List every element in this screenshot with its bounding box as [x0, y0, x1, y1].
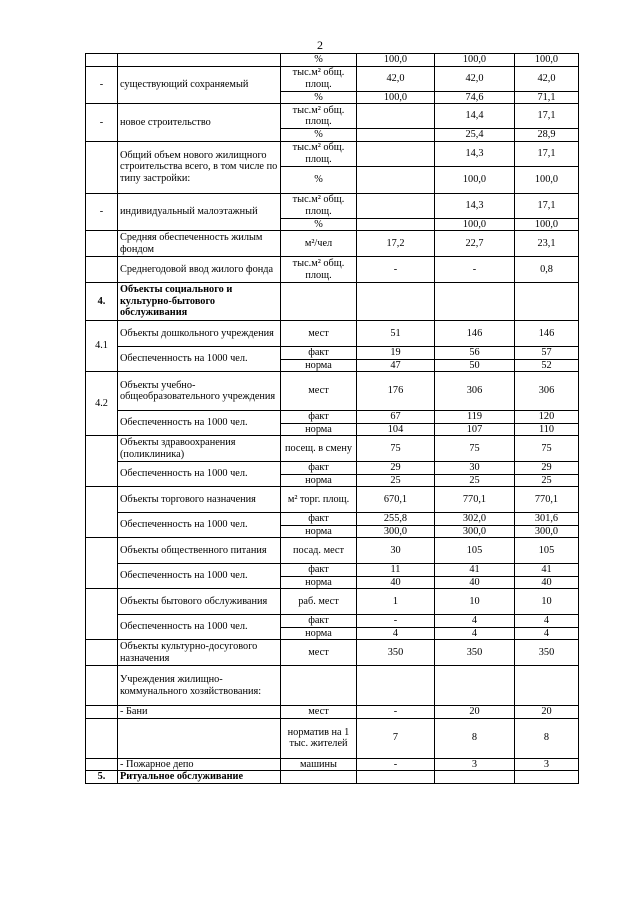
table-cell: Среднегодовой ввод жилого фонда: [118, 257, 281, 283]
table-cell: 0,8: [515, 257, 579, 283]
page-number: 2: [317, 38, 323, 52]
table-cell: Объекты учебно-общеобразовательного учреждения: [118, 372, 281, 411]
table-cell: тыс.м² общ. площ.: [281, 104, 357, 129]
table-cell: -: [357, 706, 435, 719]
table-cell: Обеспеченность на 1000 чел.: [118, 513, 281, 538]
table-cell: м² торг. площ.: [281, 487, 357, 513]
table-cell: [86, 666, 118, 706]
table-cell: 4: [435, 627, 515, 640]
table-row: [86, 771, 579, 784]
table-cell: [281, 283, 357, 321]
table-cell: 17,1: [515, 104, 579, 129]
table-cell: 120: [515, 411, 579, 424]
table-cell: 25: [515, 474, 579, 487]
table-cell: 100,0: [435, 54, 515, 67]
table-cell: норматив на 1 тыс. жителей: [281, 718, 357, 758]
table-row: [86, 66, 579, 91]
table-row: [86, 54, 579, 67]
table-cell: 3: [435, 758, 515, 771]
table-cell: 29: [515, 462, 579, 475]
table-cell: [357, 141, 435, 166]
table-row: [86, 283, 579, 321]
table-row: [86, 462, 579, 475]
table-cell: -: [357, 257, 435, 283]
table-cell: 10: [515, 589, 579, 615]
table-cell: 5.: [86, 771, 118, 784]
table-row: [86, 141, 579, 166]
table-cell: 100,0: [515, 218, 579, 231]
table-cell: 11: [357, 564, 435, 577]
table-cell: 19: [357, 347, 435, 360]
table-cell: 1: [357, 589, 435, 615]
table-cell: [515, 666, 579, 706]
table-cell: Объекты здравоохранения (поликлиника): [118, 436, 281, 462]
table-cell: [86, 487, 118, 538]
table-cell: 40: [515, 576, 579, 589]
table-cell: [118, 54, 281, 67]
table-cell: 350: [515, 640, 579, 666]
table-cell: факт: [281, 411, 357, 424]
table-cell: -: [357, 615, 435, 628]
table-cell: норма: [281, 423, 357, 436]
table-cell: Обеспеченность на 1000 чел.: [118, 411, 281, 436]
table-cell: 300,0: [515, 525, 579, 538]
table-cell: -: [86, 104, 118, 142]
table-cell: 770,1: [515, 487, 579, 513]
table-row: [86, 257, 579, 283]
table-cell: Обеспеченность на 1000 чел.: [118, 615, 281, 640]
table-cell: 29: [357, 462, 435, 475]
table-cell: тыс.м² общ. площ.: [281, 66, 357, 91]
table-cell: 100,0: [357, 91, 435, 104]
table-body: [86, 54, 579, 784]
table-row: [86, 758, 579, 771]
table-cell: 100,0: [515, 54, 579, 67]
table-cell: 350: [357, 640, 435, 666]
table-cell: 75: [515, 436, 579, 462]
table-cell: [357, 218, 435, 231]
table-cell: %: [281, 218, 357, 231]
table-cell: 119: [435, 411, 515, 424]
table-cell: %: [281, 54, 357, 67]
table-row: [86, 436, 579, 462]
table-cell: факт: [281, 462, 357, 475]
table-row: [86, 231, 579, 257]
table-cell: 42,0: [357, 66, 435, 91]
table-cell: факт: [281, 347, 357, 360]
indicators-table: [85, 53, 579, 784]
table-cell: мест: [281, 640, 357, 666]
table-cell: [357, 283, 435, 321]
table-row: [86, 718, 579, 758]
table-cell: 47: [357, 359, 435, 372]
table-row: [86, 666, 579, 706]
table-cell: Обеспеченность на 1000 чел.: [118, 564, 281, 589]
table-row: [86, 615, 579, 628]
table-cell: 4.2: [86, 372, 118, 436]
table-cell: 14,3: [435, 141, 515, 166]
table-row: [86, 321, 579, 347]
table-cell: норма: [281, 525, 357, 538]
table-row: [86, 538, 579, 564]
table-cell: 51: [357, 321, 435, 347]
table-cell: 301,6: [515, 513, 579, 526]
table-cell: норма: [281, 576, 357, 589]
table-cell: 10: [435, 589, 515, 615]
table-cell: 75: [357, 436, 435, 462]
table-cell: 100,0: [515, 166, 579, 193]
table-cell: факт: [281, 513, 357, 526]
table-row: [86, 589, 579, 615]
table-cell: 42,0: [515, 66, 579, 91]
table-cell: 4: [515, 615, 579, 628]
table-cell: Объекты общественного питания: [118, 538, 281, 564]
table-cell: 8: [435, 718, 515, 758]
table-cell: мест: [281, 706, 357, 719]
table-cell: 110: [515, 423, 579, 436]
table-cell: норма: [281, 359, 357, 372]
table-cell: 50: [435, 359, 515, 372]
table-cell: 350: [435, 640, 515, 666]
table-cell: 17,2: [357, 231, 435, 257]
table-cell: Средняя обеспеченность жилым фондом: [118, 231, 281, 257]
table-cell: 104: [357, 423, 435, 436]
table-cell: 20: [435, 706, 515, 719]
table-cell: 146: [515, 321, 579, 347]
table-cell: 20: [515, 706, 579, 719]
table-cell: 17,1: [515, 193, 579, 218]
table-cell: 100,0: [435, 218, 515, 231]
table-row: [86, 706, 579, 719]
table-cell: 4.: [86, 283, 118, 321]
table-cell: [86, 758, 118, 771]
table-row: [86, 487, 579, 513]
table-cell: Объекты культурно-досугового назначения: [118, 640, 281, 666]
table-cell: 14,3: [435, 193, 515, 218]
table-row: [86, 193, 579, 218]
table-row: [86, 640, 579, 666]
table-cell: %: [281, 166, 357, 193]
table-cell: [357, 771, 435, 784]
table-cell: [86, 54, 118, 67]
table-cell: 75: [435, 436, 515, 462]
table-cell: 40: [435, 576, 515, 589]
table-cell: 306: [515, 372, 579, 411]
table-cell: 41: [515, 564, 579, 577]
table-cell: 40: [357, 576, 435, 589]
table-cell: [86, 257, 118, 283]
table-cell: 25: [435, 474, 515, 487]
table-cell: 57: [515, 347, 579, 360]
table-cell: 8: [515, 718, 579, 758]
table-cell: 107: [435, 423, 515, 436]
table-cell: 4: [357, 627, 435, 640]
table-cell: тыс.м² общ. площ.: [281, 193, 357, 218]
table-cell: 28,9: [515, 129, 579, 142]
table-cell: 52: [515, 359, 579, 372]
table-row: [86, 513, 579, 526]
table-cell: 302,0: [435, 513, 515, 526]
table-cell: [357, 666, 435, 706]
table-cell: %: [281, 91, 357, 104]
table-row: [86, 372, 579, 411]
table-cell: 4.1: [86, 321, 118, 372]
table-cell: тыс.м² общ. площ.: [281, 141, 357, 166]
table-cell: 30: [435, 462, 515, 475]
table-cell: -: [86, 66, 118, 104]
table-cell: 23,1: [515, 231, 579, 257]
table-cell: 30: [357, 538, 435, 564]
table-cell: [86, 436, 118, 487]
table-cell: [515, 771, 579, 784]
table-row: [86, 411, 579, 424]
table-cell: 42,0: [435, 66, 515, 91]
table-cell: 17,1: [515, 141, 579, 166]
table-cell: 25,4: [435, 129, 515, 142]
table-cell: факт: [281, 615, 357, 628]
table-cell: Ритуальное обслуживание: [118, 771, 281, 784]
table-cell: норма: [281, 627, 357, 640]
table-cell: [357, 104, 435, 129]
table-cell: [357, 193, 435, 218]
table-cell: м²/чел: [281, 231, 357, 257]
table-cell: [281, 666, 357, 706]
table-cell: 146: [435, 321, 515, 347]
table-cell: [435, 771, 515, 784]
table-cell: существующий сохраняемый: [118, 66, 281, 104]
table-cell: 306: [435, 372, 515, 411]
table-cell: Учреждения жилищно-коммунального хозяйствования:: [118, 666, 281, 706]
table-cell: [281, 771, 357, 784]
table-cell: 100,0: [435, 166, 515, 193]
table-cell: мест: [281, 372, 357, 411]
table-cell: [435, 666, 515, 706]
table-cell: 56: [435, 347, 515, 360]
table-cell: 71,1: [515, 91, 579, 104]
table-cell: 3: [515, 758, 579, 771]
table-cell: Общий объем нового жилищного строительства всего, в том числе по типу застройки:: [118, 141, 281, 193]
table-cell: [86, 640, 118, 666]
table-cell: -: [435, 257, 515, 283]
table-cell: 300,0: [435, 525, 515, 538]
table-cell: тыс.м² общ. площ.: [281, 257, 357, 283]
table-cell: [86, 231, 118, 257]
table-cell: 67: [357, 411, 435, 424]
table-cell: [357, 129, 435, 142]
table-row: [86, 347, 579, 360]
table-cell: факт: [281, 564, 357, 577]
table-cell: [86, 718, 118, 758]
table-cell: норма: [281, 474, 357, 487]
table-cell: 7: [357, 718, 435, 758]
table-cell: 74,6: [435, 91, 515, 104]
table-cell: [118, 718, 281, 758]
table-cell: индивидуальный малоэтажный: [118, 193, 281, 231]
table-cell: Объекты бытового обслуживания: [118, 589, 281, 615]
table-cell: 41: [435, 564, 515, 577]
table-cell: Объекты социального и культурно-бытового обслуживания: [118, 283, 281, 321]
table-cell: [86, 706, 118, 719]
table-cell: [86, 538, 118, 589]
table-cell: [86, 141, 118, 193]
table-cell: 4: [435, 615, 515, 628]
table-cell: Объекты дошкольного учреждения: [118, 321, 281, 347]
table-cell: Обеспеченность на 1000 чел.: [118, 462, 281, 487]
table-cell: Обеспеченность на 1000 чел.: [118, 347, 281, 372]
table-cell: 22,7: [435, 231, 515, 257]
table-cell: посещ. в смену: [281, 436, 357, 462]
table-cell: мест: [281, 321, 357, 347]
table-cell: 100,0: [357, 54, 435, 67]
table-cell: 255,8: [357, 513, 435, 526]
table-cell: [86, 589, 118, 640]
table-cell: новое строительство: [118, 104, 281, 142]
table-cell: 14,4: [435, 104, 515, 129]
table-cell: раб. мест: [281, 589, 357, 615]
table-cell: 105: [435, 538, 515, 564]
table-cell: [357, 166, 435, 193]
table-cell: 176: [357, 372, 435, 411]
table-cell: 25: [357, 474, 435, 487]
table-cell: - Пожарное депо: [118, 758, 281, 771]
table-cell: 4: [515, 627, 579, 640]
table-cell: %: [281, 129, 357, 142]
table-cell: посад. мест: [281, 538, 357, 564]
table-cell: [515, 283, 579, 321]
table-cell: -: [86, 193, 118, 231]
table-cell: -: [357, 758, 435, 771]
table-cell: 105: [515, 538, 579, 564]
table-row: [86, 564, 579, 577]
table-cell: Объекты торгового назначения: [118, 487, 281, 513]
table-cell: 770,1: [435, 487, 515, 513]
table-cell: - Бани: [118, 706, 281, 719]
table-cell: [435, 283, 515, 321]
table-cell: 670,1: [357, 487, 435, 513]
table-row: [86, 104, 579, 129]
table-cell: 300,0: [357, 525, 435, 538]
table-cell: машины: [281, 758, 357, 771]
